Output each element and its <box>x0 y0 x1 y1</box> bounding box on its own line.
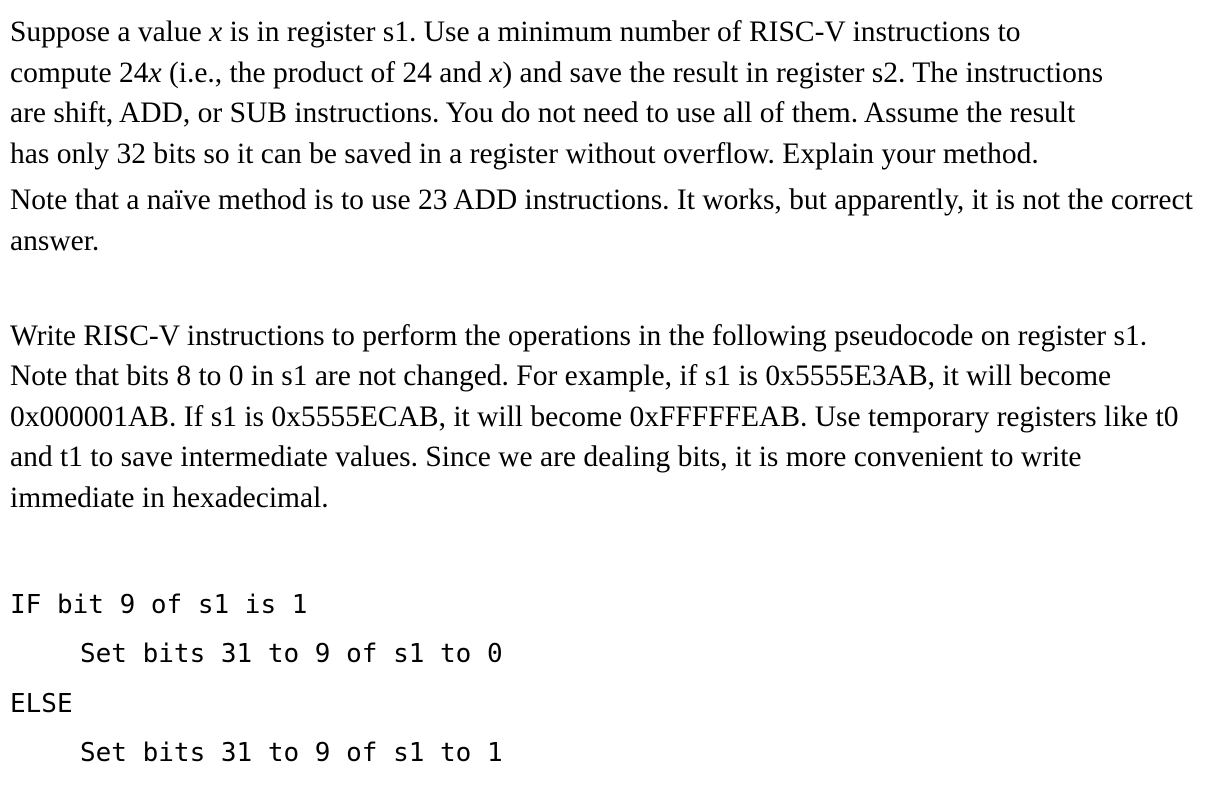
q1-text-3: are shift, ADD, or SUB instructions. You do not need to use all of them. Assume the result <box>10 97 1076 130</box>
pseudocode-block <box>10 581 1210 779</box>
pseudocode-then-line: Set bits 31 to 9 of s1 to 0 <box>80 639 503 670</box>
q1-text-1b: is in register s1. Use a minimum number of RISC-V instructions to <box>222 16 1021 48</box>
pseudocode-else-body-line: Set bits 31 to 9 of s1 to 1 <box>80 738 503 769</box>
question-1-note: Note that a naïve method is to use 23 ADD instructions. It works, but apparently, it is not the correct answer. <box>10 184 1193 257</box>
q1-var-x-1: x <box>209 16 223 48</box>
question-1-paragraph <box>10 12 1210 174</box>
pseudocode-else-line: ELSE <box>10 688 73 719</box>
q1-text-2b: (i.e., the product of 24 and <box>161 56 490 89</box>
document <box>10 12 1210 779</box>
q1-text-2c: ) and save the result in register s2. The instructions <box>502 56 1104 89</box>
q1-text-1: Suppose a value <box>10 16 210 48</box>
q1-var-x-3: x <box>489 56 503 89</box>
pseudocode-if-line: IF bit 9 of s1 is 1 <box>10 589 308 620</box>
q1-text-4: has only 32 bits so it can be saved in a register without overflow. Explain your method. <box>10 137 1039 170</box>
q1-text-2a: compute 24 <box>10 56 149 89</box>
q1-var-x-2: x <box>148 56 162 89</box>
question-2-paragraph: Write RISC-V instructions to perform the operations in the following pseudocode on register s1. Note that bits 8 to 0 in s1 are not changed. For example, if s1 is 0x5555E3AB, it will become 0x000001AB. If s1 is 0x5555ECAB, it will become 0xFFFFFEAB. Use temporary registers like t0 and t1 to save intermediate values. Since we are dealing bits, it is more convenient to write immediate in hexadecimal. <box>10 319 1179 514</box>
